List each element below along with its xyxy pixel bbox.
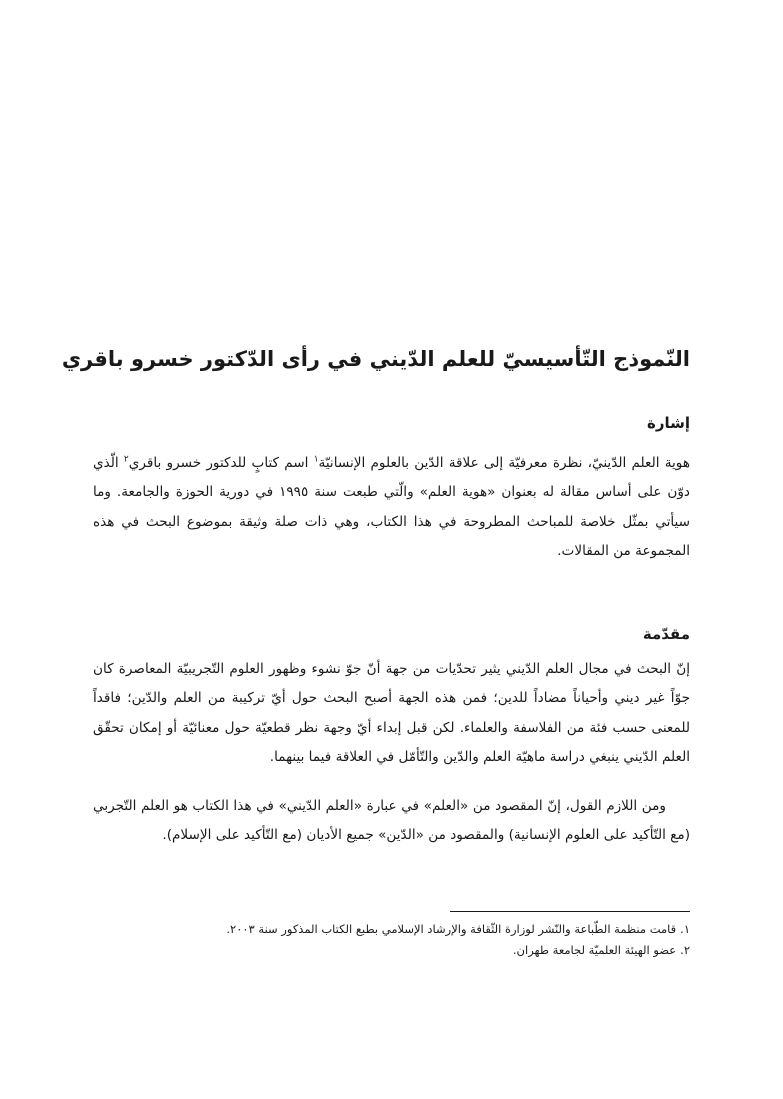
ishara-text-part-1: هوية العلم الدّينيّ، نظرة معرفيّة إلى علاقة الدّين بالعلوم الإنسانيّة xyxy=(318,455,690,471)
article-title: النّموذج التّأسيسيّ للعلم الدّيني في رأى الدّكتور خسرو باقري xyxy=(61,347,690,371)
footnote-number: ٢. xyxy=(680,943,690,957)
ishara-paragraph xyxy=(93,449,690,567)
footnote-item xyxy=(93,919,690,940)
footnotes-list xyxy=(93,919,690,961)
footnote-text: عضو الهيئة العلميّة لجامعة طهران. xyxy=(512,943,677,957)
footnote-number: ١. xyxy=(680,922,690,936)
footnote-ref-2[interactable]: ٢ xyxy=(123,454,129,465)
footnote-separator xyxy=(450,911,690,912)
ishara-text-part-3: الّذي دوّن على أساس مقالة له بعنوان «هوية العلم» والّتي طبعت سنة ١٩٩٥ في دورية الحوزة والجامعة. وما سيأتي بمثّل خلاصة للمباحث المطروحة في هذا الكتاب، وهي ذات صلة وثيقة بموضوع البحث في هذه المجموعة من المقالات. xyxy=(93,455,690,560)
footnote-ref-1[interactable]: ١ xyxy=(313,454,319,465)
footnote-text: قامت منظمة الطّباعة والنّشر لوزارة الثّقافة والإرشاد الإسلامي بطبع الكتاب المذكور سنة ٢٠٠٣. xyxy=(226,922,677,936)
section-heading-ishara: إشارة xyxy=(646,414,690,432)
footnote-item xyxy=(93,940,690,961)
ishara-text-part-2: اسم كتابٍ للدكتور خسرو باقري xyxy=(128,455,309,471)
muqaddima-paragraph-2: ومن اللازم القول، إنّ المقصود من «العلم» في عبارة «العلم الدّيني» في هذا الكتاب هو العلم التّجربي (مع التّأكيد على العلوم الإنسانية) والمقصود من «الدّين» جميع الأديان (مع التّأكيد على الإسلام). xyxy=(93,798,690,844)
section-heading-muqaddima: مقدّمة xyxy=(642,625,690,643)
page xyxy=(61,0,690,1099)
muqaddima-paragraph-1: إنّ البحث في مجال العلم الدّيني يثير تحدّيات من جهة أنّ جوّ نشوء وظهور العلوم التّجريبيّة المعاصرة كان جوّاً غير ديني وأحياناً مضاداً للدين؛ فمن هذه الجهة أصبح البحث حول أيّ تركيبة من العلم والدّين؛ فاقداً للمعنى حسب فئة من الفلاسفة والعلماء. لكن قبل إبداء أيّ وجهة نظر قطعيّة حول معنائيّة أو إمكان تحقّق العلم الدّيني ينبغي دراسة ماهيّة العلم والدّين والتّأمّل في العلاقة فيما بينهما. xyxy=(93,661,690,766)
